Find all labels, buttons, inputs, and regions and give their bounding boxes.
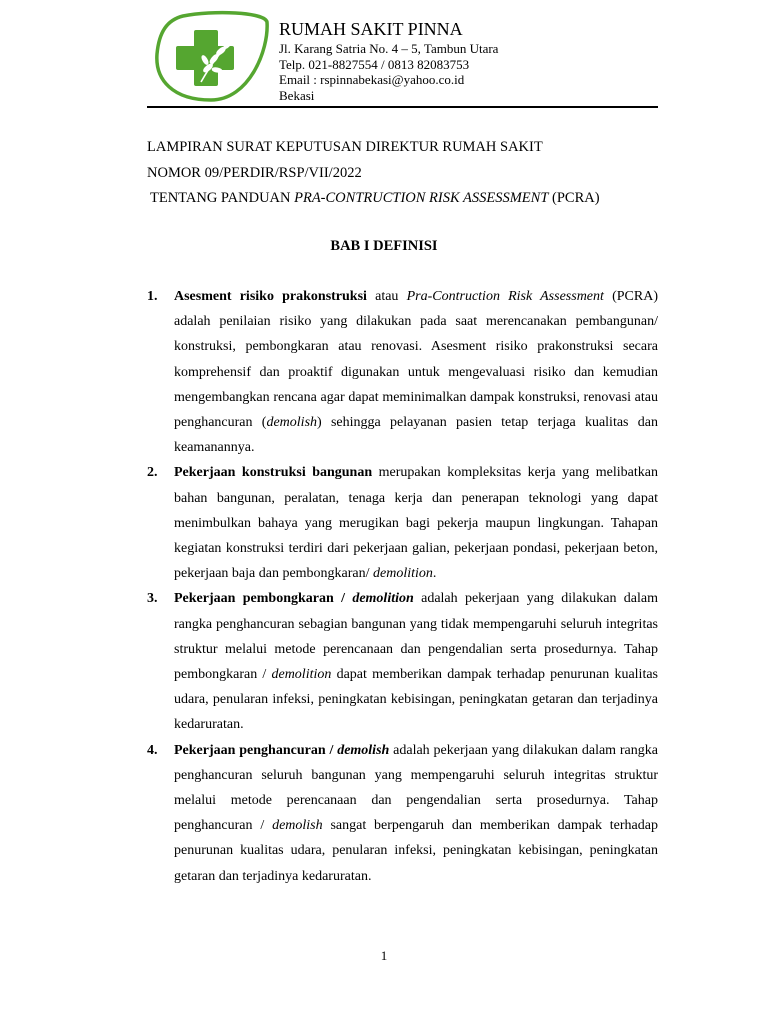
item-term-italic: demolish: [337, 742, 390, 758]
item-term: [174, 591, 414, 606]
item-term: Asesment risiko prakonstruksi: [174, 289, 367, 304]
item-number: 3.: [147, 591, 158, 607]
definition-list: [147, 284, 658, 889]
item-text: atau: [366, 289, 407, 304]
hospital-logo: [153, 10, 271, 102]
item-italic: demolish: [272, 818, 323, 834]
item-text: dapat memberikan dampak terhadap penurunan kualitas udara, penularan infeksi, peningkatan kebisingan, peningkatan getaran dan terjadinya kedaruratan.: [174, 667, 658, 733]
document-heading: [147, 135, 600, 212]
item-text: adalah pekerjaan yang dilakukan dalam rangka penghancuran seluruh bangunan yang mempengaruhi seluruh integritas struktur melalui metode perencanaan dan pengendalian serta prosedurnya. Tahap penghancuran /: [174, 742, 658, 834]
item-text: (PCRA) adalah penilaian risiko yang dilakukan pada saat merencanakan pembangunan/ konstruksi, pembongkaran atau renovasi. Asesment risiko prakonstruksi secara komprehensif dan proaktif digunakan untuk mengevaluasi risiko dan kemudian mengembangkan rencana agar dapat meminimalkan dampak konstruksi, renovasi atau penghancuran (: [174, 289, 658, 431]
item-text: sangat berpengaruh dan memberikan dampak terhadap penurunan kualitas udara, penularan infeksi, peningkatan kebisingan, peningkatan getaran dan terjadinya kedaruratan.: [174, 818, 658, 884]
item-number: 4.: [147, 742, 158, 758]
hospital-city: Bekasi: [279, 87, 315, 103]
list-item: [147, 586, 658, 737]
hospital-address: Jl. Karang Satria No. 4 – 5, Tambun Utara: [279, 41, 499, 56]
item-text: adalah pekerjaan yang dilakukan dalam rangka penghancuran sebagian bangunan yang tidak mempengaruhi seluruh integritas struktur melalui metode perencanaan dan pengendalian serta prosedurnya. Tahap pembongkaran /: [174, 591, 658, 683]
hospital-email: Email : rspinnabekasi@yahoo.co.id: [279, 72, 465, 87]
item-italic: demolition: [373, 566, 433, 582]
item-term-text: Pekerjaan pembongkaran /: [174, 591, 353, 607]
item-term-italic: demolition: [352, 591, 414, 607]
hospital-phone: Telp. 021-8827554 / 0813 82083753: [279, 56, 470, 72]
item-italic: demolish: [266, 415, 318, 431]
item-term: Pekerjaan konstruksi bangunan: [174, 465, 373, 481]
item-text: merupakan kompleksitas kerja yang melibatkan bahan bangunan, peralatan, tenaga kerja dan penerapan teknologi yang dapat menimbulkan bahaya yang merugikan bagi pekerja maupun lingkungan. Tahapan kegiatan konstruksi terdiri dari pekerjaan galian, pekerjaan pondasi, pekerjaan beton, pekerjaan baja dan pembongkaran/: [174, 465, 658, 582]
heading-line-3: [147, 186, 600, 212]
letterhead-info: [279, 18, 498, 103]
item-term-text: Pekerjaan penghancuran /: [174, 742, 338, 758]
heading-line-3-suffix: (PCRA): [548, 190, 600, 206]
list-item: [147, 460, 658, 586]
item-number: 1.: [147, 289, 158, 304]
item-italic: Pra-Contruction Risk Assessment: [406, 289, 604, 304]
letterhead-divider: [147, 106, 658, 108]
item-term: [174, 743, 389, 758]
heading-line-1: LAMPIRAN SURAT KEPUTUSAN DIREKTUR RUMAH SAKIT: [147, 139, 543, 155]
list-item: [147, 284, 658, 460]
item-text: ) sehingga pelayanan pasien tetap terjaga kualitas dan keamanannya.: [174, 415, 658, 456]
list-item: [147, 738, 658, 889]
page-number: 1: [380, 948, 388, 963]
item-italic: demolition: [271, 667, 332, 683]
hospital-name: RUMAH SAKIT PINNA: [279, 19, 463, 39]
heading-line-3-prefix: TENTANG PANDUAN: [150, 190, 295, 206]
heading-line-2: NOMOR 09/PERDIR/RSP/VII/2022: [147, 164, 362, 181]
item-number: 2.: [147, 465, 158, 481]
item-text: .: [432, 566, 437, 582]
heading-line-3-italic: PRA-CONTRUCTION RISK ASSESSMENT: [294, 190, 549, 206]
chapter-title: BAB I DEFINISI: [330, 238, 438, 254]
